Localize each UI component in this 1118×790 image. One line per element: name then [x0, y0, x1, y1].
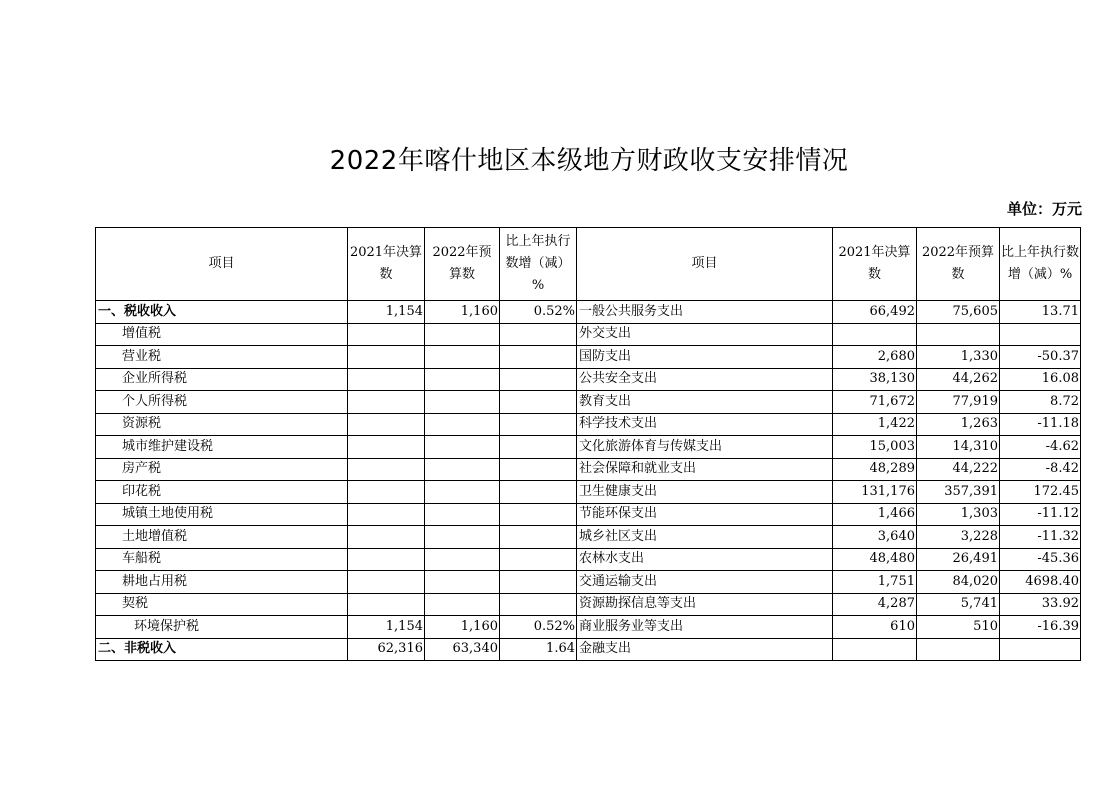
right-change-cell: 33.92	[1000, 593, 1081, 616]
right-2022-cell: 5,741	[917, 593, 1000, 616]
table-row	[96, 616, 1081, 639]
left-item-cell: 个人所得税	[96, 391, 348, 414]
right-2022-cell: 1,303	[917, 503, 1000, 526]
table-row	[96, 548, 1081, 571]
right-item-cell: 农林水支出	[577, 548, 833, 571]
right-2021-cell: 48,480	[833, 548, 917, 571]
right-2021-cell: 131,176	[833, 481, 917, 504]
header-right-2022: 2022年预算数	[917, 228, 1000, 301]
right-2021-cell: 610	[833, 616, 917, 639]
right-2022-cell: 14,310	[917, 436, 1000, 459]
left-2021-cell	[348, 323, 425, 346]
table-row	[96, 458, 1081, 481]
right-item-cell: 外交支出	[577, 323, 833, 346]
right-change-cell	[1000, 638, 1081, 661]
table-row	[96, 481, 1081, 504]
right-2022-cell	[917, 323, 1000, 346]
left-change-cell	[500, 323, 577, 346]
right-change-cell	[1000, 323, 1081, 346]
left-2022-cell	[425, 436, 500, 459]
right-change-cell: 8.72	[1000, 391, 1081, 414]
table-header-row	[96, 228, 1081, 301]
table-row	[96, 638, 1081, 661]
right-item-cell: 公共安全支出	[577, 368, 833, 391]
right-change-cell: -45.36	[1000, 548, 1081, 571]
left-2022-cell: 1,160	[425, 616, 500, 639]
left-change-cell	[500, 368, 577, 391]
header-left-change: 比上年执行数增（减）%	[500, 228, 577, 301]
table-row	[96, 346, 1081, 369]
right-2021-cell: 15,003	[833, 436, 917, 459]
left-2022-cell	[425, 368, 500, 391]
left-change-cell: 0.52%	[500, 301, 577, 324]
table-row	[96, 323, 1081, 346]
left-item-cell: 营业税	[96, 346, 348, 369]
right-2022-cell: 84,020	[917, 571, 1000, 594]
left-2021-cell: 1,154	[348, 301, 425, 324]
left-2021-cell	[348, 391, 425, 414]
left-2021-cell: 62,316	[348, 638, 425, 661]
right-2021-cell: 48,289	[833, 458, 917, 481]
right-2021-cell	[833, 323, 917, 346]
left-2022-cell	[425, 503, 500, 526]
right-2022-cell: 1,263	[917, 413, 1000, 436]
table-row	[96, 413, 1081, 436]
left-item-cell: 环境保护税	[96, 616, 348, 639]
right-2021-cell: 71,672	[833, 391, 917, 414]
right-change-cell: -4.62	[1000, 436, 1081, 459]
table-row	[96, 436, 1081, 459]
left-change-cell	[500, 503, 577, 526]
budget-table	[95, 227, 1081, 661]
left-change-cell	[500, 571, 577, 594]
left-change-cell	[500, 526, 577, 549]
table-row	[96, 368, 1081, 391]
left-2021-cell: 1,154	[348, 616, 425, 639]
left-item-cell: 增值税	[96, 323, 348, 346]
right-item-cell: 国防支出	[577, 346, 833, 369]
left-2021-cell	[348, 458, 425, 481]
right-change-cell: 16.08	[1000, 368, 1081, 391]
right-item-cell: 文化旅游体育与传媒支出	[577, 436, 833, 459]
header-right-2021: 2021年决算数	[833, 228, 917, 301]
table-row	[96, 526, 1081, 549]
left-item-cell: 城市维护建设税	[96, 436, 348, 459]
left-2022-cell	[425, 323, 500, 346]
left-2021-cell	[348, 593, 425, 616]
right-item-cell: 交通运输支出	[577, 571, 833, 594]
right-2021-cell: 4,287	[833, 593, 917, 616]
left-item-cell: 耕地占用税	[96, 571, 348, 594]
left-2021-cell	[348, 503, 425, 526]
right-item-cell: 金融支出	[577, 638, 833, 661]
left-change-cell: 0.52%	[500, 616, 577, 639]
left-item-cell: 企业所得税	[96, 368, 348, 391]
right-item-cell: 社会保障和就业支出	[577, 458, 833, 481]
right-change-cell: 13.71	[1000, 301, 1081, 324]
header-left-item: 项目	[96, 228, 348, 301]
right-2022-cell: 44,222	[917, 458, 1000, 481]
left-item-cell: 城镇土地使用税	[96, 503, 348, 526]
left-change-cell	[500, 458, 577, 481]
right-2022-cell: 77,919	[917, 391, 1000, 414]
left-2021-cell	[348, 481, 425, 504]
right-change-cell: 4698.40	[1000, 571, 1081, 594]
right-2022-cell: 510	[917, 616, 1000, 639]
left-2021-cell	[348, 346, 425, 369]
right-2021-cell: 1,466	[833, 503, 917, 526]
left-item-cell: 一、税收收入	[96, 301, 348, 324]
right-2022-cell: 26,491	[917, 548, 1000, 571]
left-2021-cell	[348, 548, 425, 571]
right-item-cell: 教育支出	[577, 391, 833, 414]
header-right-change: 比上年执行数增（减）%	[1000, 228, 1081, 301]
left-2022-cell	[425, 526, 500, 549]
left-change-cell	[500, 391, 577, 414]
left-2022-cell	[425, 571, 500, 594]
left-item-cell: 土地增值税	[96, 526, 348, 549]
left-item-cell: 二、非税收入	[96, 638, 348, 661]
left-change-cell	[500, 413, 577, 436]
left-2021-cell	[348, 368, 425, 391]
right-change-cell: -8.42	[1000, 458, 1081, 481]
left-change-cell: 1.64	[500, 638, 577, 661]
right-item-cell: 节能环保支出	[577, 503, 833, 526]
left-2021-cell	[348, 571, 425, 594]
left-2022-cell	[425, 593, 500, 616]
header-right-item: 项目	[577, 228, 833, 301]
right-2021-cell: 1,422	[833, 413, 917, 436]
left-2022-cell	[425, 413, 500, 436]
right-item-cell: 城乡社区支出	[577, 526, 833, 549]
left-2022-cell	[425, 346, 500, 369]
right-change-cell: -16.39	[1000, 616, 1081, 639]
left-2021-cell	[348, 436, 425, 459]
right-item-cell: 一般公共服务支出	[577, 301, 833, 324]
left-2022-cell	[425, 548, 500, 571]
header-left-2022: 2022年预算数	[425, 228, 500, 301]
right-2022-cell: 357,391	[917, 481, 1000, 504]
right-2021-cell: 38,130	[833, 368, 917, 391]
table-body	[96, 301, 1081, 661]
right-change-cell: -11.18	[1000, 413, 1081, 436]
right-item-cell: 资源勘探信息等支出	[577, 593, 833, 616]
right-item-cell: 商业服务业等支出	[577, 616, 833, 639]
right-2022-cell: 3,228	[917, 526, 1000, 549]
left-change-cell	[500, 548, 577, 571]
left-2021-cell	[348, 413, 425, 436]
left-item-cell: 印花税	[96, 481, 348, 504]
unit-label: 单位：万元	[1006, 200, 1082, 218]
right-change-cell: -11.32	[1000, 526, 1081, 549]
right-2022-cell: 75,605	[917, 301, 1000, 324]
right-change-cell: -11.12	[1000, 503, 1081, 526]
right-2021-cell: 2,680	[833, 346, 917, 369]
right-change-cell: 172.45	[1000, 481, 1081, 504]
table-row	[96, 391, 1081, 414]
table-row	[96, 593, 1081, 616]
table-row	[96, 571, 1081, 594]
right-item-cell: 科学技术支出	[577, 413, 833, 436]
right-item-cell: 卫生健康支出	[577, 481, 833, 504]
right-2022-cell: 1,330	[917, 346, 1000, 369]
left-item-cell: 车船税	[96, 548, 348, 571]
left-change-cell	[500, 593, 577, 616]
page-title: 2022年喀什地区本级地方财政收支安排情况	[329, 146, 849, 176]
right-2021-cell: 3,640	[833, 526, 917, 549]
left-item-cell: 资源税	[96, 413, 348, 436]
left-2022-cell: 63,340	[425, 638, 500, 661]
left-item-cell: 契税	[96, 593, 348, 616]
right-2021-cell: 66,492	[833, 301, 917, 324]
left-change-cell	[500, 436, 577, 459]
table-row	[96, 503, 1081, 526]
right-2021-cell	[833, 638, 917, 661]
table-row	[96, 301, 1081, 324]
left-2022-cell: 1,160	[425, 301, 500, 324]
header-left-2021: 2021年决算数	[348, 228, 425, 301]
left-change-cell	[500, 346, 577, 369]
left-item-cell: 房产税	[96, 458, 348, 481]
left-2021-cell	[348, 526, 425, 549]
left-2022-cell	[425, 458, 500, 481]
right-2022-cell	[917, 638, 1000, 661]
right-2022-cell: 44,262	[917, 368, 1000, 391]
left-2022-cell	[425, 391, 500, 414]
left-2022-cell	[425, 481, 500, 504]
right-change-cell: -50.37	[1000, 346, 1081, 369]
right-2021-cell: 1,751	[833, 571, 917, 594]
left-change-cell	[500, 481, 577, 504]
